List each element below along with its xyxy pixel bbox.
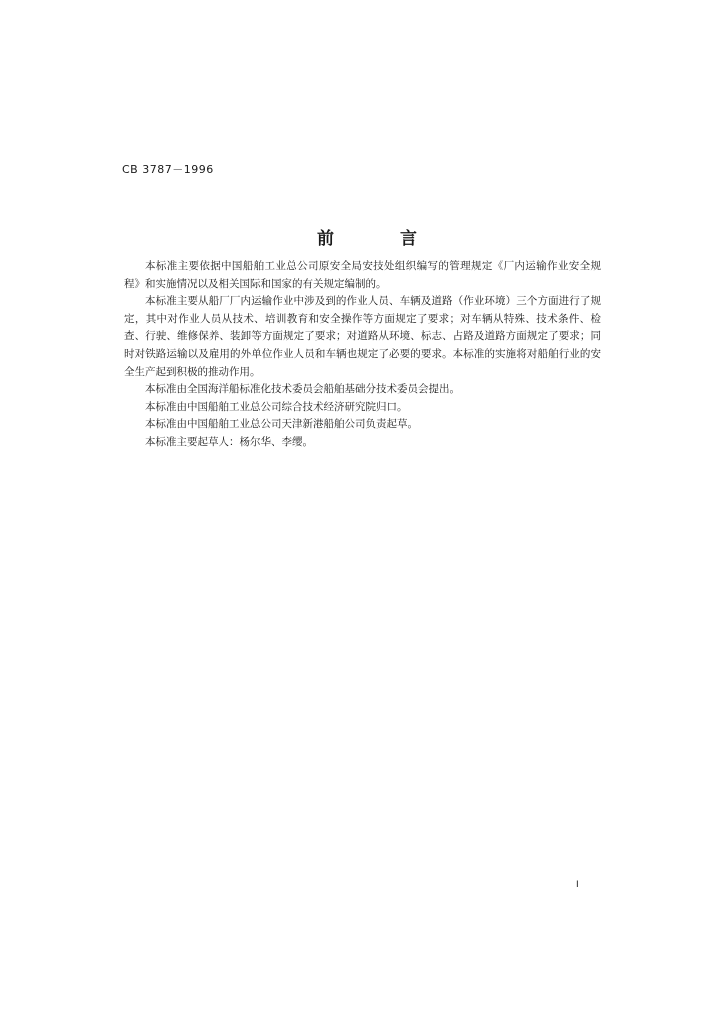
title-char-left: 前 [317,229,334,249]
paragraph: 本标准由中国船舶工业总公司综合技术经济研究院归口。 [145,400,408,413]
page-number: I [576,880,579,890]
paragraph: 本标准主要起草人：杨尔华、李缨。 [145,435,313,448]
paragraph: 本标准由全国海洋船标准化技术委员会船舶基础分技术委员会提出。 [145,383,460,396]
paragraph: 本标准主要依据中国船舶工业总公司原安全局安技处组织编写的管理规定《厂内运输作业安全规程》和实施情况以及相关国际和国家的有关规定编制的。 [124,260,601,290]
paragraph: 本标准由中国船舶工业总公司天津新港船舶公司负责起草。 [145,418,418,431]
foreword-body [124,258,601,452]
paragraph: 本标准主要从船厂厂内运输作业中涉及到的作业人员、车辆及道路（作业环境）三个方面进行了规定，其中对作业人员从技术、培训教育和安全操作等方面规定了要求；对车辆从特殊、技术条件、检查、行驶、维修保养、装卸等方面规定了要求；对道路从环境、标志、占路及道路方面规定了要求；同时对铁路运输以及雇用的外单位作业人员和车辆也规定了必要的要求。本标准的实施将对船舶行业的安全生产起到积极的推动作用。 [124,295,601,378]
title-char-right: 言 [400,229,417,249]
page-title [317,224,417,249]
standard-code: CB 3787－1996 [122,163,214,176]
